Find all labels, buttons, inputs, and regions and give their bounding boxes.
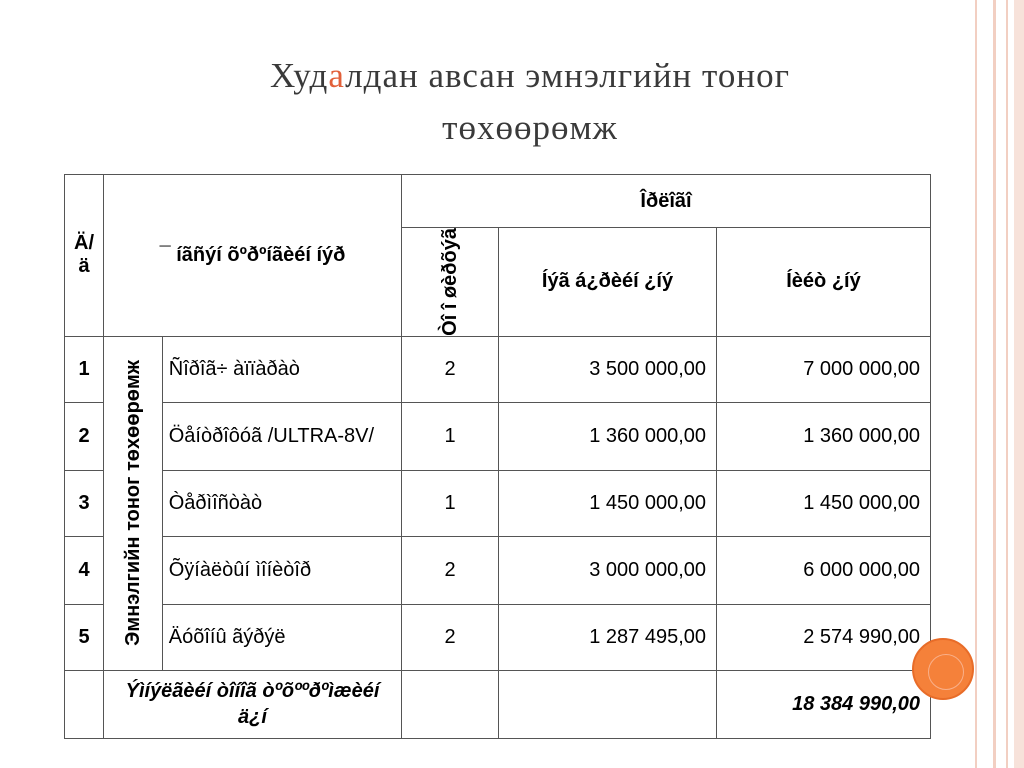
- header-row: [65, 175, 931, 228]
- decor-stripe: [1014, 0, 1024, 768]
- footer-empty: [65, 670, 104, 738]
- footer-row: [65, 670, 931, 738]
- table-row: [65, 536, 931, 604]
- header-qty: Òî î øèðõýã: [439, 228, 461, 336]
- row-total-price: 7 000 000,00: [717, 336, 931, 402]
- row-unit-price: 1 287 495,00: [499, 604, 717, 670]
- decor-ring: [928, 654, 964, 690]
- row-total-price: 1 360 000,00: [717, 402, 931, 470]
- group-label: Эмнэлгийн тоног төхөөрөмж: [121, 360, 144, 647]
- table-row: [65, 336, 931, 402]
- row-number: 3: [65, 470, 104, 536]
- row-unit-price: 1 450 000,00: [499, 470, 717, 536]
- row-unit-price: 3 000 000,00: [499, 536, 717, 604]
- row-name: Äóõîíû ãýðýë: [162, 604, 401, 670]
- row-qty: 2: [402, 536, 499, 604]
- footer-label: Ýìíýëãèéí òîíîã òºõººðºìæèéí ä¿í: [104, 670, 402, 738]
- footer-total: 18 384 990,00: [717, 670, 931, 738]
- decor-stripe: [975, 0, 977, 768]
- row-unit-price: 3 500 000,00: [499, 336, 717, 402]
- table-row: [65, 402, 931, 470]
- row-name: Ñîðîã÷ àïïàðàò: [162, 336, 401, 402]
- row-name: Òåðìîñòàò: [162, 470, 401, 536]
- group-label-cell: [104, 336, 163, 670]
- row-qty: 1: [402, 402, 499, 470]
- row-name: Öåíòðîôóã /ULTRA-8V/: [162, 402, 401, 470]
- row-total-price: 6 000 000,00: [717, 536, 931, 604]
- header-price: Îðëîãî: [402, 175, 931, 228]
- row-name: Õÿíàëòûí ìîíèòîð: [162, 536, 401, 604]
- row-qty: 1: [402, 470, 499, 536]
- header-name: ¯ íãñýí õºðºíãèéí íýð: [104, 175, 402, 337]
- row-qty: 2: [402, 604, 499, 670]
- slide-title: [150, 50, 910, 154]
- table-row: [65, 604, 931, 670]
- header-qty-cell: [402, 228, 499, 337]
- equipment-table: [64, 174, 931, 739]
- row-total-price: 2 574 990,00: [717, 604, 931, 670]
- table-row: [65, 470, 931, 536]
- row-number: 5: [65, 604, 104, 670]
- decor-stripe: [1006, 0, 1008, 768]
- header-number: Ä/ ä: [65, 175, 104, 337]
- title-line-2: төхөөрөмж: [442, 108, 618, 147]
- row-number: 4: [65, 536, 104, 604]
- row-number: 1: [65, 336, 104, 402]
- footer-empty: [402, 670, 499, 738]
- footer-empty: [499, 670, 717, 738]
- title-line-1: [150, 50, 910, 102]
- header-total-price: Íèéò ¿íý: [717, 228, 931, 337]
- row-unit-price: 1 360 000,00: [499, 402, 717, 470]
- row-number: 2: [65, 402, 104, 470]
- row-qty: 2: [402, 336, 499, 402]
- title-part: лдан авсан эмнэлгийн тоног: [345, 56, 790, 95]
- title-accent: а: [328, 56, 346, 95]
- decor-stripe: [993, 0, 996, 768]
- title-part: Худ: [270, 56, 329, 95]
- header-unit-price: Íýã á¿ðèéí ¿íý: [499, 228, 717, 337]
- row-total-price: 1 450 000,00: [717, 470, 931, 536]
